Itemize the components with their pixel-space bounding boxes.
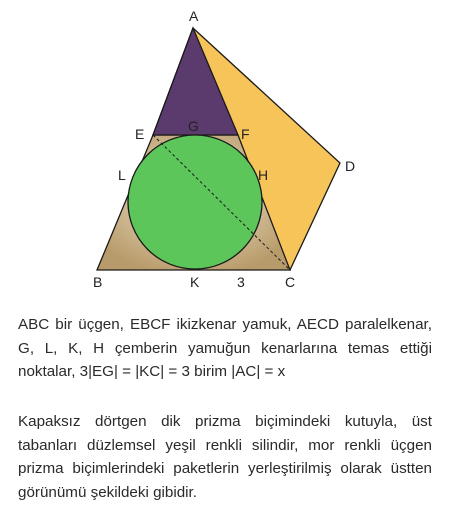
label-3: 3	[237, 274, 245, 290]
label-c: C	[285, 274, 296, 290]
label-b: B	[93, 274, 103, 290]
inscribed-circle	[128, 135, 262, 269]
label-l: L	[118, 167, 126, 183]
label-k: K	[190, 274, 200, 290]
label-h: H	[258, 167, 269, 183]
problem-text-definitions: ABC bir üçgen, EBCF ikizkenar yamuk, AECD paralelkenar, G, L, K, H çemberin yamuğun kenarlarına temas ettiği noktalar, 3|EG| = |KC| = 3 birim |AC| = x	[18, 316, 432, 380]
label-e: E	[135, 126, 145, 142]
problem-text-context: Kapaksız dörtgen dik prizma biçimindeki kutuyla, üst tabanları düzlemsel yeşil renkli silindir, mor renkli üçgen prizma biçimlerindeki paketlerin yerleştirilmiş olarak üstten görünümü şekildeki gibidir.	[18, 413, 432, 501]
label-f: F	[241, 126, 250, 142]
label-d: D	[345, 158, 356, 174]
label-g: G	[188, 118, 199, 134]
label-a: A	[189, 8, 199, 24]
